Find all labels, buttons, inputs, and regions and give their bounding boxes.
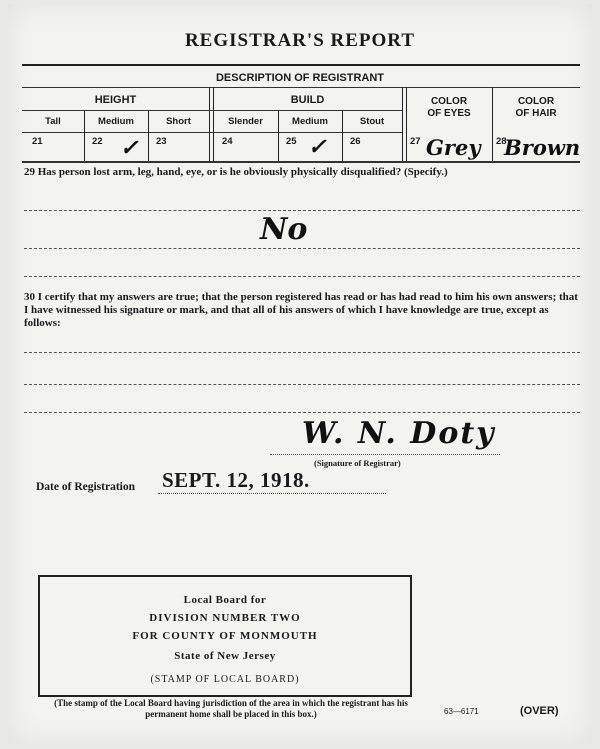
local-board-stamp-box [38,575,412,697]
height-short-label: Short [166,116,191,127]
hair-heading-line2: OF HAIR [515,108,557,119]
height-medium-check: ✓ [120,135,139,161]
page-title: REGISTRAR'S REPORT [184,30,416,51]
q29-line-2 [24,248,580,249]
build-slender-label: Slender [228,116,263,127]
q30-line-2 [24,384,580,385]
eyes-heading [406,96,492,120]
description-heading: DESCRIPTION OF REGISTRANT [215,72,385,84]
build-medium-label: Medium [292,116,328,127]
date-line [158,493,386,494]
q29-answer: No [260,212,308,247]
top-rule [22,64,580,66]
stamp-line-1: Local Board for [183,594,267,606]
build-stout-label: Stout [359,116,385,127]
eyes-num: 27 [410,136,421,147]
height-medium-num: 22 [92,136,103,147]
date-label: Date of Registration [36,481,136,493]
registration-card [8,4,592,744]
table-bottom-line [22,161,580,163]
hair-value: Brown [504,135,581,160]
date-value: SEPT. 12, 1918. [162,468,310,492]
build-slender-num: 24 [222,136,233,147]
height-medium-label: Medium [98,116,134,127]
build-medium-check: ✓ [308,134,327,160]
form-number: 63—6171 [444,707,479,716]
column-label-line [22,132,402,133]
stamp-caption: (STAMP OF LOCAL BOARD) [150,674,300,685]
eyes-heading-line2: OF EYES [427,108,471,119]
subheading-line [22,110,402,111]
divider-build-eyes [402,87,403,161]
build-stout-num: 26 [350,136,361,147]
registrar-signature: W. N. Doty [302,416,496,451]
hair-num: 28 [496,136,507,147]
stamp-footnote: (The stamp of the Local Board having jurisdiction of the area in which the registrant has his permanent home shall be placed in this box.) [54,698,408,719]
height-heading: HEIGHT [94,94,137,106]
q30-line-1 [24,352,580,353]
hair-heading [492,96,580,120]
signature-line [270,454,500,455]
build-heading: BUILD [290,94,325,106]
q29-line-1 [24,210,580,211]
stamp-line-2: DIVISION NUMBER TWO [149,612,301,624]
table-top-line [22,87,580,88]
eyes-value: Grey [426,135,481,160]
q30-line-3 [24,412,580,413]
over-label: (OVER) [520,705,559,717]
question-29: 29 Has person lost arm, leg, hand, eye, or is he obviously physically disqualified? (Specify.) [24,166,448,178]
divider-height-build [209,87,210,161]
q29-line-3 [24,276,580,277]
height-tall-label: Tall [45,116,61,127]
stamp-line-3: FOR COUNTY OF MONMOUTH [132,630,318,642]
build-medium-num: 25 [286,136,297,147]
question-30: 30 I certify that my answers are true; that the person registered has read or has had read to him his own answers; that I have witnessed his signature or mark, and that all of his answers of which I have knowledge are true, except as follows: [24,291,578,329]
hair-heading-line1: COLOR [517,96,555,107]
eyes-heading-line1: COLOR [430,96,468,107]
height-short-num: 23 [156,136,167,147]
height-tall-num: 21 [32,136,43,147]
signature-caption: (Signature of Registrar) [314,458,401,468]
stamp-line-4: State of New Jersey [174,650,276,662]
